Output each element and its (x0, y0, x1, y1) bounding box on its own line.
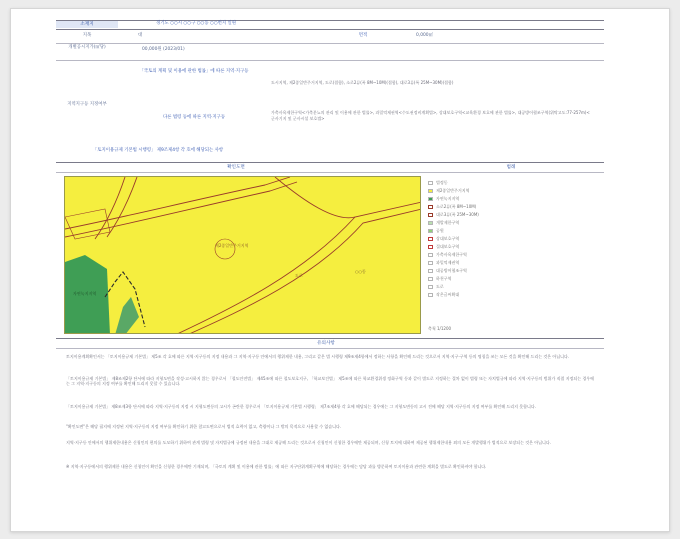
map-label-green: 자연녹지지역 (73, 291, 97, 296)
zoning-label: 지역지구등 지정여부 (67, 102, 107, 107)
confirmation-map (64, 176, 421, 334)
map-label-road: 도로 (295, 273, 303, 278)
legend-item: 개발제한구역 (428, 220, 459, 226)
map-header: 확인도면 (227, 165, 245, 170)
area-label: 면적 (358, 33, 368, 38)
note-paragraph-2: 「토지이용규제 기본법」 제8조제2항 단서에 따라 지형도면을 작성·고시하지 않는 경우로서 「철도안전법」 제45조에 따른 철도보호지구, 「학교보건법」 제5조에 따른 학교환경위생 정화구역 등과 같이 별도로 지정하는 절차 없이 법령 또는 자치법규에 따라 지역·지구등의 범위가 직접 지정되는 경우에는 그 지역·지구등의 지정 여부를 확인해 드리지 못할 수 있습니다. (66, 376, 594, 387)
row-divider (56, 172, 604, 173)
notes-header: 유의사항 (317, 341, 335, 346)
residential-zone-area (65, 177, 421, 334)
legend-item: 소로2류(폭 8M~10M) (428, 204, 476, 210)
map-legend (428, 178, 598, 336)
legend-item: 공원 (428, 228, 444, 234)
map-drawing (65, 177, 421, 334)
note-paragraph-4: "확인도면"은 해당 필지에 지정된 지역·지구등의 지정 여부를 확인하기 위한 참고도면으로서 법적 효력이 없고, 측량이나 그 밖의 목적으로 사용할 수 없습니다. (66, 424, 342, 429)
table-top-border (56, 20, 604, 21)
legend-item: 과밀억제권역 (428, 260, 459, 266)
legend-item: 대로3류(폭 25M~30M) (428, 212, 479, 218)
zoning-sub-national-law: 「국토의 계획 및 이용에 관한 법률」에 따른 지역·지구등 (139, 69, 249, 74)
zoning-content-national: 도시지역, 제2종일반주거지역, 도로(접함), 소로2류(폭 8M~10M)(접함), 대로3류(폭 25M~30M)(접함) (271, 80, 454, 85)
location-value: 경기도 ○○시 ○○구 ○○동 ○○번지 일원 (156, 21, 237, 26)
land-price-label: 개별공시지가(㎡당) (68, 45, 106, 50)
row-divider (56, 60, 604, 61)
zoning-sub-other-law: 다른 법령 등에 따른 지역·지구등 (162, 115, 226, 120)
zoning-sub-enforcement: 「토지이용규제 기본법 시행령」 제9조제4항 각 호에 해당되는 사항 (92, 148, 224, 153)
legend-item: 절대보호구역 (428, 244, 459, 250)
legend-header: 범례 (506, 165, 516, 170)
legend-item: 상대보호구역 (428, 236, 459, 242)
note-paragraph-1: 토지이용계획확인서는 「토지이용규제 기본법」 제5조 각 호에 따른 지역·지구등의 지정 내용과 그 지역·지구등 안에서의 행위제한 내용, 그리고 같은 법 시행령 제9조제4항에서 정하는 사항을 확인해 드리는 것으로서 지역·지구·구역 등의 명칭을 쓰는 모든 것을 확인해 드리는 것은 아닙니다. (66, 354, 570, 359)
area-value: 0,000㎡ (416, 33, 433, 38)
legend-item: 하천구역 (428, 276, 451, 282)
legend-item: 작은글씨확대 (428, 292, 459, 298)
document-page (10, 8, 670, 532)
legend-item: 도로 (428, 284, 444, 290)
note-paragraph-3: 「토지이용규제 기본법」 제8조제3항 단서에 따라 지역·지구등의 지정 시 지형도면등의 고시가 곤란한 경우로서 「토지이용규제 기본법 시행령」 제7조제4항 각 호에 해당되는 경우에는 그 지형도면등의 고시 전에 해당 지역·지구등의 지정 여부를 확인해 드리지 못합니다. (66, 404, 536, 409)
row-divider (56, 162, 604, 163)
land-category-value: 대 (138, 33, 143, 38)
legend-item: 가축사육제한구역 (428, 252, 467, 258)
land-use-certificate (56, 20, 604, 490)
map-label-dong: ○○동 (355, 269, 366, 274)
note-paragraph-5: 지역·지구등 안에서의 행위제한내용은 신청인의 편의를 도모하기 위하여 관계 법령 및 자치법규에 규정된 내용을 그대로 제공해 드리는 것으로서 신청인이 신청한 경우에만 제공되며, 신청 토지에 대하여 제공된 행위제한내용 외의 모든 개발행위가 법적으로 보장되는 것은 아닙니다. (66, 440, 551, 445)
land-price-value: 00,000원 (2023/01) (142, 47, 185, 52)
zoning-content-other: 가축사육제한구역<가축분뇨의 관리 및 이용에 관한 법률>, 과밀억제권역<수도권정비계획법>, 상대보호구역<교육환경 보호에 관한 법률>, 대공방어협조구역(위탁고도:77-257m)<군사기지 및 군사시설 보호법> (271, 110, 590, 121)
legend-item: 법정동 (428, 180, 448, 186)
location-label: 소재지 (56, 21, 118, 28)
legend-item: 제2종일반주거지역 (428, 188, 469, 194)
land-category-label: 지목 (82, 33, 92, 38)
legend-item: 자연녹지지역 (428, 196, 459, 202)
row-divider (56, 338, 604, 339)
map-label-zone: 제2종일반주거지역 (215, 243, 249, 248)
note-paragraph-6: ※ 지역·지구등에서의 행위제한 내용은 신청인이 확인을 신청한 경우에만 기재되며, 「국토의 계획 및 이용에 관한 법률」에 따른 지구단위계획구역에 해당하는 경우에는 담당 과를 방문하여 토지이용과 관련한 계획을 별도로 확인하셔야 합니다. (66, 464, 487, 469)
row-divider (56, 348, 604, 349)
row-divider (56, 43, 604, 44)
row-divider (56, 29, 604, 30)
map-scale: 축척 1/1200 (428, 326, 452, 331)
legend-item: 대공방어협조구역 (428, 268, 467, 274)
